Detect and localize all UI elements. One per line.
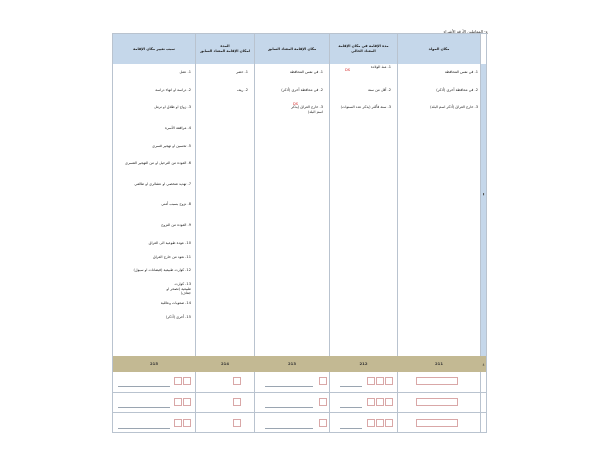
move-reason-option: 6. العودة من الترحيل او من التهجير القسري xyxy=(125,161,191,165)
question-form-table xyxy=(112,33,487,433)
duration-answer-box[interactable] xyxy=(385,377,393,385)
move-reason-option: 3. زواج او طلاق او ترمل xyxy=(154,105,191,109)
previous-duration-option: 1. حضر xyxy=(236,70,248,74)
row-divider xyxy=(113,392,486,393)
header-birthplace: مكان المولد xyxy=(398,34,480,64)
code-band-side: ع xyxy=(481,356,486,372)
column-divider xyxy=(195,34,196,432)
move-reason-option: 1. عمل xyxy=(179,70,191,74)
question-code: 214 xyxy=(221,361,229,366)
duration-answer-box[interactable] xyxy=(367,398,375,406)
birthplace-option: 2. في محافظة أخرى (أذكر) xyxy=(436,88,478,92)
header-previous-duration: المدة لمكان الإقامة المعتاد السابق xyxy=(196,34,254,64)
move-reason-option: 7. تهديد شخصي او عشائري او طائفي xyxy=(134,182,191,186)
previous-residence-answer-box[interactable] xyxy=(319,377,327,385)
side-marker: ▮ xyxy=(482,192,485,196)
move-reason-option: 4. مرافقة الأسرة xyxy=(164,126,191,130)
question-code: 213 xyxy=(288,361,296,366)
previous-duration-answer-box[interactable] xyxy=(233,377,241,385)
previous-residence-option: 1. في نفس المحافظة xyxy=(289,70,323,74)
duration-answer-box[interactable] xyxy=(367,377,375,385)
reason-answer-box[interactable] xyxy=(174,419,182,427)
previous-residence-option: 3. خارج العراق (يذكر اسم البلد) xyxy=(291,105,323,114)
birthplace-answer-box[interactable] xyxy=(416,419,458,427)
row-divider xyxy=(113,412,486,413)
reason-answer-line xyxy=(118,386,170,387)
previous-duration-option: 2. ريف xyxy=(236,88,248,92)
previous-residence-code-mark: DS xyxy=(293,102,299,106)
birthplace-answer-box[interactable] xyxy=(416,377,458,385)
duration-answer-line xyxy=(340,428,362,429)
duration-answer-box[interactable] xyxy=(376,377,384,385)
birthplace-option: 3. خارج العراق (أذكر اسم البلد) xyxy=(430,105,478,109)
reason-answer-line xyxy=(118,428,170,429)
header-move-reason: سبب تغيير مكان الإقامة xyxy=(113,34,195,64)
column-divider xyxy=(397,34,398,432)
duration-code-mark: DS xyxy=(345,68,351,72)
question-code: 211 xyxy=(435,361,443,366)
duration-answer-box[interactable] xyxy=(367,419,375,427)
birthplace-option: 1. في نفس المحافظة xyxy=(444,70,478,74)
previous-residence-answer-line xyxy=(265,386,313,387)
column-divider xyxy=(254,34,255,432)
duration-answer-box[interactable] xyxy=(385,419,393,427)
duration-answer-box[interactable] xyxy=(376,419,384,427)
duration-answer-box[interactable] xyxy=(385,398,393,406)
duration-option: 3. سنة فأكثر (يذكر عدد السنوات) xyxy=(340,105,391,109)
duration-answer-line xyxy=(340,386,362,387)
move-reason-option: 8. نزوح بسبب أمني xyxy=(161,202,191,206)
reason-answer-line xyxy=(118,407,170,408)
move-reason-option: 9. العودة من النزوح xyxy=(161,223,191,227)
move-reason-option: 2. دراسة او انهاء دراسة xyxy=(155,88,191,92)
previous-residence-answer-line xyxy=(265,407,313,408)
side-strip xyxy=(481,64,486,356)
previous-duration-answer-box[interactable] xyxy=(233,398,241,406)
duration-option: 1. منذ الولادة xyxy=(370,65,391,69)
duration-option: 2. أقل من سنة xyxy=(368,88,391,92)
previous-residence-answer-box[interactable] xyxy=(319,419,327,427)
reason-answer-box[interactable] xyxy=(183,419,191,427)
move-reason-option: 11. نعود من خارج العراق xyxy=(152,255,191,259)
column-divider xyxy=(329,34,330,432)
previous-duration-answer-box[interactable] xyxy=(233,419,241,427)
reason-answer-box[interactable] xyxy=(174,398,182,406)
question-code: 215 xyxy=(150,361,158,366)
duration-answer-line xyxy=(340,407,362,408)
previous-residence-answer-line xyxy=(265,428,313,429)
header-residence-duration: مدة الإقامة في مكان الإقامة المعتاد الحالي xyxy=(330,34,397,64)
move-reason-option: 5. تحسين او تهجير قسري xyxy=(152,144,191,148)
move-reason-option: 12. كوارث طبيعية (فيضانات او سيول) xyxy=(133,268,191,272)
move-reason-option: 10. عودة طوعية الى العراق xyxy=(148,241,191,245)
section-title: ع- المعاملين الأرقة الأشراء xyxy=(443,29,488,34)
reason-answer-box[interactable] xyxy=(183,398,191,406)
header-previous-residence: مكان الإقامة المعتاد السابق xyxy=(255,34,329,64)
duration-answer-box[interactable] xyxy=(376,398,384,406)
previous-residence-option: 2. في محافظة أخرى (أذكر) xyxy=(281,88,323,92)
move-reason-option: 15. أخرى (أذكر) xyxy=(165,315,191,319)
birthplace-answer-box[interactable] xyxy=(416,398,458,406)
move-reason-option: 14. صعوبات وعائلية xyxy=(160,301,191,305)
reason-answer-box[interactable] xyxy=(174,377,182,385)
reason-answer-box[interactable] xyxy=(183,377,191,385)
previous-residence-answer-box[interactable] xyxy=(319,398,327,406)
question-code: 212 xyxy=(359,361,368,366)
move-reason-option: 13. كوارث طبيعية (تصحر او جفاف) xyxy=(166,282,191,295)
